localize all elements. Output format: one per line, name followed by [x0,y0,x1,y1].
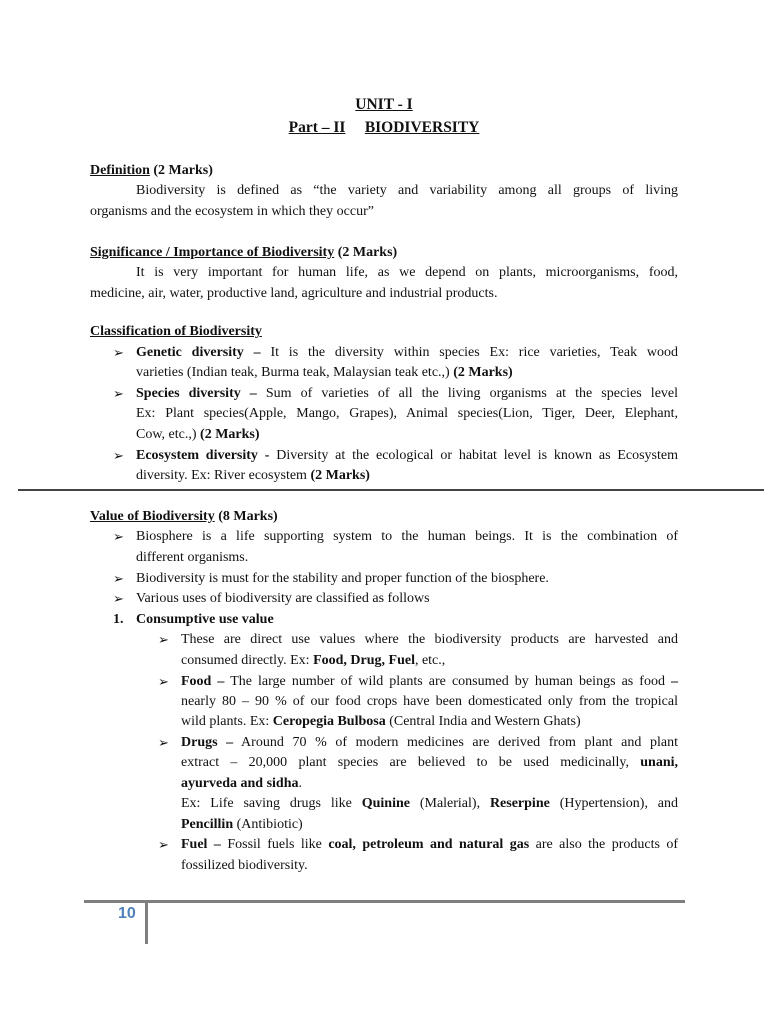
subject-title: BIODIVERSITY [364,119,480,136]
drugs-line5: Pencillin (Antibiotic) [181,817,303,832]
direct-use-line2: consumed directly. Ex: Food, Drug, Fuel, etc., [181,653,446,668]
bullet-arrow-icon: ➢ [158,837,169,852]
part-label: Part – II [288,119,346,136]
page-number: 10 [118,905,136,922]
part-heading [0,119,768,137]
food-line3: wild plants. Ex: Ceropegia Bulbosa (Central India and Western Ghats) [181,714,581,729]
direct-use-line1: These are direct use values where the biodiversity products are harvested and [181,632,678,647]
bullet-arrow-icon: ➢ [113,386,124,401]
value-heading: Value of Biodiversity (8 Marks) [90,509,278,524]
drugs-line1: Drugs – Around 70 % of modern medicines are derived from plant and plant [181,735,678,750]
definition-heading: Definition (2 Marks) [90,163,213,178]
section-divider [18,489,764,491]
classification-heading: Classification of Biodiversity [90,324,262,339]
value-bullet1-line1: Biosphere is a life supporting system to the human beings. It is the combination of [136,529,678,544]
genetic-diversity-line2: varieties (Indian teak, Burma teak, Malaysian teak etc.,) (2 Marks) [136,365,513,380]
unit-heading: UNIT - I [355,96,413,113]
fuel-line2: fossilized biodiversity. [181,858,308,873]
footer-rule [84,900,685,903]
bullet-arrow-icon: ➢ [113,591,124,606]
bullet-arrow-icon: ➢ [113,529,124,544]
bullet-arrow-icon: ➢ [113,448,124,463]
bullet-arrow-icon: ➢ [113,571,124,586]
bullet-arrow-icon: ➢ [158,632,169,647]
definition-text-line2: organisms and the ecosystem in which they occur” [90,204,374,219]
fuel-line1: Fuel – Fossil fuels like coal, petroleum and natural gas are also the products of [181,837,679,852]
significance-heading: Significance / Importance of Biodiversity (2 Marks) [90,245,398,260]
value-bullet2: Biodiversity is must for the stability and proper function of the biosphere. [136,571,549,586]
species-diversity-line3: Cow, etc.,) (2 Marks) [136,427,260,442]
genetic-diversity-line1: Genetic diversity – It is the diversity within species Ex: rice varieties, Teak wood [136,345,678,360]
significance-text-line1: It is very important for human life, as we depend on plants, microorganisms, food, [136,265,678,280]
food-line2: nearly 80 – 90 % of our food crops have been domesticated only from the tropical [181,694,678,709]
bullet-arrow-icon: ➢ [158,674,169,689]
definition-text-line1: Biodiversity is defined as “the variety and variability among all groups of living [136,183,678,198]
drugs-line3: ayurveda and sidha. [181,776,302,791]
value-bullet3: Various uses of biodiversity are classified as follows [136,591,430,606]
food-line1: Food – The large number of wild plants are consumed by human beings as food – [181,674,679,689]
drugs-line4: Ex: Life saving drugs like Quinine (Malerial), Reserpine (Hypertension), and [181,796,679,811]
item1-number: 1. [113,612,124,627]
footer-vertical-rule [145,900,148,944]
ecosystem-diversity-line2: diversity. Ex: River ecosystem (2 Marks) [136,468,370,483]
item1-title: Consumptive use value [136,612,274,627]
significance-text-line2: medicine, air, water, productive land, agriculture and industrial products. [90,286,498,301]
bullet-arrow-icon: ➢ [158,735,169,750]
species-diversity-line2: Ex: Plant species(Apple, Mango, Grapes), Animal species(Lion, Tiger, Deer, Elephant, [136,406,678,421]
drugs-line2: extract – 20,000 plant species are believed to be used medicinally, unani, [181,755,679,770]
ecosystem-diversity-line1: Ecosystem diversity - Diversity at the ecological or habitat level is known as Ecosystem [136,448,678,463]
value-bullet1-line2: different organisms. [136,550,249,565]
species-diversity-line1: Species diversity – Sum of varieties of all the living organisms at the species level [136,386,679,401]
bullet-arrow-icon: ➢ [113,345,124,360]
